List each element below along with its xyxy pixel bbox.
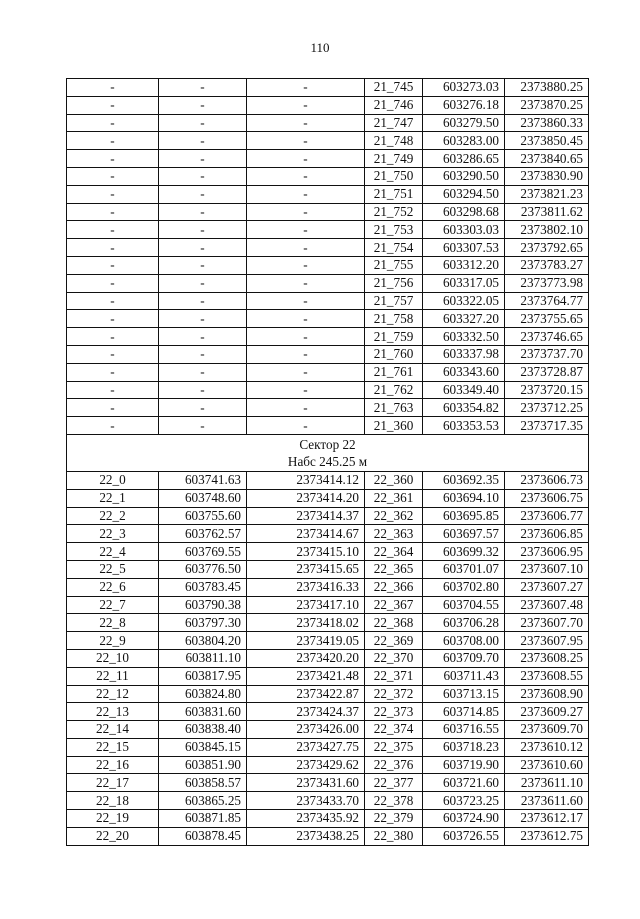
table-row <box>67 256 589 274</box>
table-cell: - <box>159 203 247 221</box>
top-rows-body <box>67 79 589 435</box>
table-cell: - <box>159 185 247 203</box>
table-cell: 2373608.90 <box>505 685 589 703</box>
table-row <box>67 756 589 774</box>
table-cell: - <box>247 328 365 346</box>
table-cell: - <box>247 381 365 399</box>
table-cell: 603276.18 <box>423 96 505 114</box>
table-cell: 2373611.10 <box>505 774 589 792</box>
table-cell: 603701.07 <box>423 560 505 578</box>
table-cell: - <box>247 310 365 328</box>
table-cell: 2373610.60 <box>505 756 589 774</box>
table-cell: - <box>159 132 247 150</box>
table-row <box>67 310 589 328</box>
table-cell: 2373870.25 <box>505 96 589 114</box>
table-row <box>67 738 589 756</box>
table-cell: 2373764.77 <box>505 292 589 310</box>
table-cell: 2373612.17 <box>505 810 589 828</box>
table-cell: 2373860.33 <box>505 114 589 132</box>
table-cell: 22_377 <box>365 774 423 792</box>
sector-height-label: Набс 245.25 м <box>287 453 368 469</box>
table-cell: - <box>159 221 247 239</box>
table-cell: 22_370 <box>365 649 423 667</box>
table-cell: 2373606.85 <box>505 525 589 543</box>
table-cell: 2373418.02 <box>247 614 365 632</box>
table-row <box>67 667 589 685</box>
table-cell: 603851.90 <box>159 756 247 774</box>
table-cell: - <box>247 150 365 168</box>
table-cell: 2373422.87 <box>247 685 365 703</box>
table-cell: 603699.32 <box>423 543 505 561</box>
table-row <box>67 810 589 828</box>
table-cell: 22_19 <box>67 810 159 828</box>
table-cell: 21_360 <box>365 417 423 435</box>
table-cell: - <box>247 345 365 363</box>
table-cell: 603711.43 <box>423 667 505 685</box>
table-cell: 21_746 <box>365 96 423 114</box>
table-row <box>67 827 589 845</box>
table-row <box>67 292 589 310</box>
table-cell: 22_376 <box>365 756 423 774</box>
table-cell: 603878.45 <box>159 827 247 845</box>
table-row <box>67 363 589 381</box>
table-cell: 2373802.10 <box>505 221 589 239</box>
table-cell: 2373720.15 <box>505 381 589 399</box>
table-cell: 2373612.75 <box>505 827 589 845</box>
table-cell: 22_9 <box>67 632 159 650</box>
table-cell: - <box>67 96 159 114</box>
table-row <box>67 543 589 561</box>
table-cell: - <box>247 203 365 221</box>
table-cell: 2373607.27 <box>505 578 589 596</box>
table-cell: 603312.20 <box>423 256 505 274</box>
table-cell: - <box>159 345 247 363</box>
table-cell: 2373414.67 <box>247 525 365 543</box>
table-cell: 22_366 <box>365 578 423 596</box>
table-cell: 2373610.12 <box>505 738 589 756</box>
table-row <box>67 203 589 221</box>
table-cell: 603279.50 <box>423 114 505 132</box>
table-row <box>67 649 589 667</box>
table-cell: 2373821.23 <box>505 185 589 203</box>
table-cell: 2373606.75 <box>505 489 589 507</box>
table-cell: 2373419.05 <box>247 632 365 650</box>
table-cell: 603317.05 <box>423 274 505 292</box>
table-row <box>67 774 589 792</box>
table-cell: 603307.53 <box>423 239 505 257</box>
table-row <box>67 185 589 203</box>
table-cell: - <box>67 79 159 97</box>
table-cell: - <box>67 150 159 168</box>
table-cell: 2373433.70 <box>247 792 365 810</box>
sector-header-body <box>67 434 589 471</box>
table-row <box>67 328 589 346</box>
table-row <box>67 507 589 525</box>
table-cell: - <box>67 381 159 399</box>
table-cell: 22_18 <box>67 792 159 810</box>
table-cell: 603755.60 <box>159 507 247 525</box>
table-cell: 603283.00 <box>423 132 505 150</box>
table-cell: 2373783.27 <box>505 256 589 274</box>
table-cell: 22_20 <box>67 827 159 845</box>
page-number: 110 <box>310 40 330 55</box>
table-cell: 2373415.10 <box>247 543 365 561</box>
table-cell: 603719.90 <box>423 756 505 774</box>
table-cell: 22_11 <box>67 667 159 685</box>
table-row <box>67 596 589 614</box>
table-cell: 603838.40 <box>159 721 247 739</box>
table-cell: 603762.57 <box>159 525 247 543</box>
table-cell: 2373840.65 <box>505 150 589 168</box>
table-cell: 22_371 <box>365 667 423 685</box>
table-cell: 21_749 <box>365 150 423 168</box>
table-cell: 22_14 <box>67 721 159 739</box>
table-cell: 2373850.45 <box>505 132 589 150</box>
table-cell: 2373737.70 <box>505 345 589 363</box>
table-cell: - <box>159 417 247 435</box>
table-cell: - <box>159 274 247 292</box>
table-cell: 22_362 <box>365 507 423 525</box>
sector-header-cell <box>67 434 589 471</box>
table-cell: 2373414.12 <box>247 471 365 489</box>
table-cell: 22_15 <box>67 738 159 756</box>
table-cell: 2373608.25 <box>505 649 589 667</box>
table-cell: 22_8 <box>67 614 159 632</box>
table-row <box>67 792 589 810</box>
table-cell: 2373811.62 <box>505 203 589 221</box>
table-cell: 22_380 <box>365 827 423 845</box>
table-cell: 2373728.87 <box>505 363 589 381</box>
table-cell: 2373880.25 <box>505 79 589 97</box>
table-row <box>67 239 589 257</box>
table-cell: 22_374 <box>365 721 423 739</box>
table-cell: 2373424.37 <box>247 703 365 721</box>
table-cell: 22_378 <box>365 792 423 810</box>
table-cell: - <box>159 79 247 97</box>
table-cell: 2373773.98 <box>505 274 589 292</box>
table-cell: 22_12 <box>67 685 159 703</box>
table-cell: 603709.70 <box>423 649 505 667</box>
table-cell: - <box>159 256 247 274</box>
table-cell: 2373830.90 <box>505 167 589 185</box>
table-cell: - <box>67 256 159 274</box>
table-cell: - <box>247 417 365 435</box>
table-cell: 603858.57 <box>159 774 247 792</box>
table-cell: 21_754 <box>365 239 423 257</box>
sector-title: Сектор 22 <box>299 436 356 452</box>
table-cell: 603783.45 <box>159 578 247 596</box>
table-cell: - <box>247 292 365 310</box>
table-cell: - <box>247 185 365 203</box>
table-cell: - <box>67 203 159 221</box>
sector-header-row <box>67 434 589 471</box>
table-cell: 603290.50 <box>423 167 505 185</box>
table-cell: - <box>247 239 365 257</box>
table-cell: - <box>159 167 247 185</box>
table-cell: - <box>159 292 247 310</box>
table-cell: - <box>247 96 365 114</box>
table-cell: 22_379 <box>365 810 423 828</box>
table-cell: 22_0 <box>67 471 159 489</box>
table-cell: 22_16 <box>67 756 159 774</box>
table-cell: 603831.60 <box>159 703 247 721</box>
table-cell: 22_17 <box>67 774 159 792</box>
table-cell: 2373755.65 <box>505 310 589 328</box>
table-cell: 603322.05 <box>423 292 505 310</box>
table-cell: 21_762 <box>365 381 423 399</box>
table-cell: 603303.03 <box>423 221 505 239</box>
table-cell: 603724.90 <box>423 810 505 828</box>
table-cell: - <box>159 363 247 381</box>
table-cell: 603845.15 <box>159 738 247 756</box>
table-cell: 603697.57 <box>423 525 505 543</box>
table-cell: 21_757 <box>365 292 423 310</box>
table-cell: 603692.35 <box>423 471 505 489</box>
table-cell: - <box>67 132 159 150</box>
table-cell: 603716.55 <box>423 721 505 739</box>
table-cell: 2373712.25 <box>505 399 589 417</box>
table-cell: 2373420.20 <box>247 649 365 667</box>
table-cell: 603741.63 <box>159 471 247 489</box>
table-cell: 21_759 <box>365 328 423 346</box>
table-cell: 603273.03 <box>423 79 505 97</box>
table-cell: - <box>247 114 365 132</box>
table-cell: 2373746.65 <box>505 328 589 346</box>
table-cell: 2373421.48 <box>247 667 365 685</box>
table-cell: 603704.55 <box>423 596 505 614</box>
table-cell: - <box>159 239 247 257</box>
table-cell: 21_745 <box>365 79 423 97</box>
table-cell: 2373438.25 <box>247 827 365 845</box>
table-row <box>67 578 589 596</box>
table-cell: 603718.23 <box>423 738 505 756</box>
table-cell: 22_13 <box>67 703 159 721</box>
table-row <box>67 685 589 703</box>
table-row <box>67 632 589 650</box>
table-cell: 2373792.65 <box>505 239 589 257</box>
table-row <box>67 167 589 185</box>
table-row <box>67 417 589 435</box>
table-cell: 603817.95 <box>159 667 247 685</box>
table-cell: 21_756 <box>365 274 423 292</box>
table-cell: 603337.98 <box>423 345 505 363</box>
table-cell: 603811.10 <box>159 649 247 667</box>
table-row <box>67 525 589 543</box>
table-cell: 21_747 <box>365 114 423 132</box>
table-cell: 22_367 <box>365 596 423 614</box>
table-cell: 2373611.60 <box>505 792 589 810</box>
table-cell: 22_375 <box>365 738 423 756</box>
table-cell: 2373717.35 <box>505 417 589 435</box>
table-row <box>67 274 589 292</box>
table-cell: 22_361 <box>365 489 423 507</box>
table-cell: 22_369 <box>365 632 423 650</box>
table-row <box>67 489 589 507</box>
table-cell: 22_2 <box>67 507 159 525</box>
table-cell: 2373417.10 <box>247 596 365 614</box>
table-cell: 2373607.48 <box>505 596 589 614</box>
table-cell: 603721.60 <box>423 774 505 792</box>
table-row <box>67 345 589 363</box>
table-cell: 21_755 <box>365 256 423 274</box>
table-row <box>67 614 589 632</box>
table-cell: - <box>67 274 159 292</box>
table-cell: - <box>67 328 159 346</box>
table-cell: 2373416.33 <box>247 578 365 596</box>
table-row <box>67 79 589 97</box>
table-cell: 22_10 <box>67 649 159 667</box>
table-cell: - <box>247 221 365 239</box>
table-cell: 603726.55 <box>423 827 505 845</box>
table-cell: - <box>159 150 247 168</box>
table-cell: 22_5 <box>67 560 159 578</box>
table-cell: - <box>67 185 159 203</box>
table-cell: 603702.80 <box>423 578 505 596</box>
table-row <box>67 399 589 417</box>
table-cell: 603706.28 <box>423 614 505 632</box>
table-row <box>67 703 589 721</box>
bottom-rows-body <box>67 471 589 845</box>
table-cell: 2373415.65 <box>247 560 365 578</box>
table-cell: - <box>159 114 247 132</box>
table-cell: 2373607.95 <box>505 632 589 650</box>
table-cell: 21_751 <box>365 185 423 203</box>
table-cell: - <box>159 381 247 399</box>
table-cell: 22_368 <box>365 614 423 632</box>
table-cell: - <box>67 221 159 239</box>
table-cell: 22_7 <box>67 596 159 614</box>
table-cell: 603354.82 <box>423 399 505 417</box>
table-cell: 2373435.92 <box>247 810 365 828</box>
table-cell: 603723.25 <box>423 792 505 810</box>
table-cell: - <box>67 239 159 257</box>
table-cell: - <box>159 328 247 346</box>
table-cell: - <box>247 399 365 417</box>
table-cell: - <box>67 167 159 185</box>
table-cell: 2373609.27 <box>505 703 589 721</box>
table-cell: 603865.25 <box>159 792 247 810</box>
table-cell: 603286.65 <box>423 150 505 168</box>
table-cell: - <box>67 399 159 417</box>
table-cell: - <box>67 417 159 435</box>
table-cell: 603708.00 <box>423 632 505 650</box>
table-row <box>67 114 589 132</box>
table-cell: 603695.85 <box>423 507 505 525</box>
table-cell: 603871.85 <box>159 810 247 828</box>
table-cell: 2373606.77 <box>505 507 589 525</box>
table-cell: 603349.40 <box>423 381 505 399</box>
table-cell: 2373426.00 <box>247 721 365 739</box>
table-cell: - <box>159 399 247 417</box>
table-cell: 603332.50 <box>423 328 505 346</box>
table-cell: - <box>159 96 247 114</box>
table-cell: - <box>247 79 365 97</box>
table-cell: 603769.55 <box>159 543 247 561</box>
table-cell: 21_761 <box>365 363 423 381</box>
table-row <box>67 721 589 739</box>
table-cell: 603790.38 <box>159 596 247 614</box>
table-cell: 22_363 <box>365 525 423 543</box>
table-cell: 21_763 <box>365 399 423 417</box>
table-cell: 603327.20 <box>423 310 505 328</box>
table-cell: 2373609.70 <box>505 721 589 739</box>
table-cell: 603713.15 <box>423 685 505 703</box>
table-cell: 603776.50 <box>159 560 247 578</box>
table-cell: - <box>247 274 365 292</box>
table-cell: - <box>247 132 365 150</box>
table-cell: 603343.60 <box>423 363 505 381</box>
table-cell: 603298.68 <box>423 203 505 221</box>
table-cell: 22_365 <box>365 560 423 578</box>
table-cell: 21_748 <box>365 132 423 150</box>
table-cell: 2373427.75 <box>247 738 365 756</box>
table-cell: 22_1 <box>67 489 159 507</box>
table-cell: - <box>159 310 247 328</box>
table-cell: 22_372 <box>365 685 423 703</box>
table-cell: 603353.53 <box>423 417 505 435</box>
table-cell: 22_364 <box>365 543 423 561</box>
table-cell: 2373607.70 <box>505 614 589 632</box>
table-cell: 2373606.73 <box>505 471 589 489</box>
table-cell: 2373608.55 <box>505 667 589 685</box>
table-cell: 2373607.10 <box>505 560 589 578</box>
table-row <box>67 381 589 399</box>
table-cell: - <box>247 167 365 185</box>
table-cell: 603714.85 <box>423 703 505 721</box>
table-cell: - <box>67 363 159 381</box>
table-cell: 2373414.20 <box>247 489 365 507</box>
coordinates-table <box>66 78 589 846</box>
table-cell: - <box>67 345 159 363</box>
table-cell: 603797.30 <box>159 614 247 632</box>
table-cell: - <box>67 114 159 132</box>
table-cell: - <box>247 256 365 274</box>
table-cell: 2373606.95 <box>505 543 589 561</box>
table-cell: 22_360 <box>365 471 423 489</box>
table-cell: 603694.10 <box>423 489 505 507</box>
table-cell: - <box>67 310 159 328</box>
table-cell: - <box>247 363 365 381</box>
table-cell: 2373431.60 <box>247 774 365 792</box>
table-row <box>67 221 589 239</box>
table-cell: 21_758 <box>365 310 423 328</box>
table-cell: 22_6 <box>67 578 159 596</box>
table-row <box>67 471 589 489</box>
table-cell: 603804.20 <box>159 632 247 650</box>
table-row <box>67 560 589 578</box>
table-row <box>67 150 589 168</box>
table-cell: 603294.50 <box>423 185 505 203</box>
table-cell: 2373429.62 <box>247 756 365 774</box>
table-cell: 21_750 <box>365 167 423 185</box>
table-cell: 21_752 <box>365 203 423 221</box>
table-cell: 22_373 <box>365 703 423 721</box>
table-cell: 22_3 <box>67 525 159 543</box>
table-cell: 2373414.37 <box>247 507 365 525</box>
table-cell: 603748.60 <box>159 489 247 507</box>
table-cell: 603824.80 <box>159 685 247 703</box>
table-cell: 22_4 <box>67 543 159 561</box>
table-cell: 21_760 <box>365 345 423 363</box>
table-row <box>67 96 589 114</box>
table-cell: - <box>67 292 159 310</box>
table-cell: 21_753 <box>365 221 423 239</box>
table-row <box>67 132 589 150</box>
